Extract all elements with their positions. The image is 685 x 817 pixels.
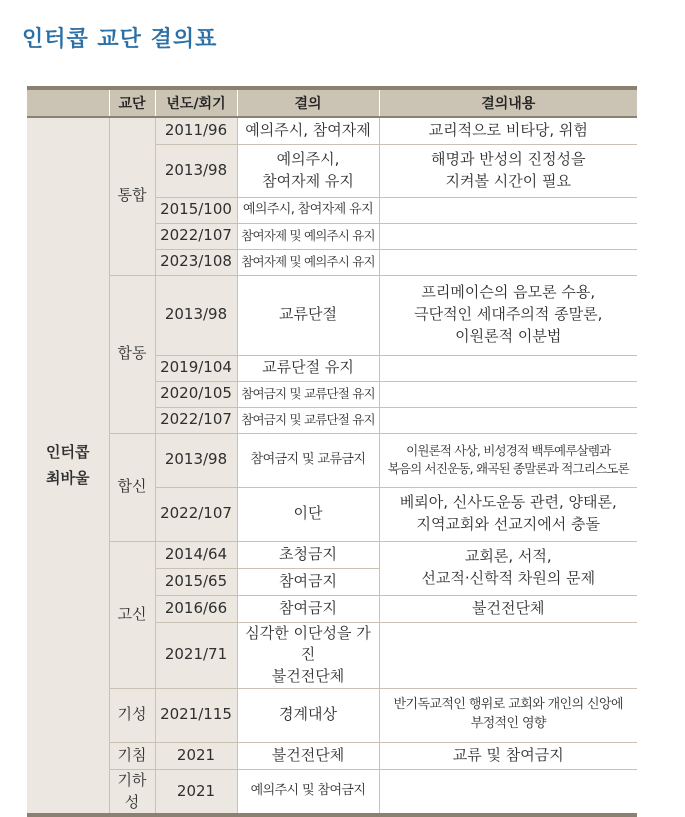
year-cell: 2011/96 [155,117,237,144]
content-cell: 이원론적 사상, 비성경적 백투예루살렘과 복음의 서진운동, 왜곡된 종말론과 적그리스도론 [379,433,637,487]
year-cell: 2019/104 [155,355,237,381]
group-cell [27,117,109,815]
resolution-cell: 참여금지 및 교류금지 [237,433,379,487]
resolution-cell: 경계대상 [237,688,379,742]
page-title: 인터콥 교단 결의표 [22,27,218,52]
content-cell: 교회론, 서적, 선교적·신학적 차원의 문제 [379,541,637,595]
resolution-cell: 교류단절 유지 [237,355,379,381]
content-cell [379,769,637,815]
year-cell: 2016/66 [155,595,237,622]
resolution-cell: 교류단절 [237,275,379,355]
header-cell-year: 년도/회기 [155,88,237,117]
year-cell: 2022/107 [155,223,237,249]
table-row [27,117,637,144]
year-cell: 2022/107 [155,487,237,541]
year-cell: 2015/100 [155,197,237,223]
resolution-cell: 참여금지 [237,568,379,595]
denomination-cell: 기하성 [109,769,155,815]
content-cell: 프리메이슨의 음모론 수용, 극단적인 세대주의적 종말론, 이원론적 이분법 [379,275,637,355]
year-cell: 2013/98 [155,144,237,197]
resolution-cell: 이단 [237,487,379,541]
content-cell [379,407,637,433]
resolution-cell: 예의주시, 참여자제 유지 [237,144,379,197]
header-cell-group [27,88,109,117]
content-cell [379,355,637,381]
year-cell: 2014/64 [155,541,237,568]
year-cell: 2022/107 [155,407,237,433]
denomination-cell: 합동 [109,275,155,433]
content-cell: 불건전단체 [379,595,637,622]
content-cell: 해명과 반성의 진정성을 지켜볼 시간이 필요 [379,144,637,197]
resolution-cell: 불건전단체 [237,742,379,769]
resolution-cell: 예의주시 및 참여금지 [237,769,379,815]
resolution-cell: 예의주시, 참여자제 [237,117,379,144]
year-cell: 2023/108 [155,249,237,275]
year-cell: 2021/71 [155,622,237,688]
content-cell [379,622,637,688]
resolution-cell: 참여금지 및 교류단절 유지 [237,381,379,407]
table-row [27,275,637,355]
resolution-table [27,86,637,817]
resolution-cell: 참여금지 [237,595,379,622]
year-cell: 2013/98 [155,275,237,355]
content-cell: 베뢰아, 신사도운동 관련, 양태론, 지역교회와 선교지에서 충돌 [379,487,637,541]
table-row [27,742,637,769]
resolution-cell: 심각한 이단성을 가진 불건전단체 [237,622,379,688]
content-cell [379,249,637,275]
year-cell: 2015/65 [155,568,237,595]
content-cell: 교리적으로 비타당, 위험 [379,117,637,144]
table-row [27,688,637,742]
header-cell-content: 결의내용 [379,88,637,117]
year-cell: 2021 [155,742,237,769]
denomination-cell: 기침 [109,742,155,769]
denomination-cell: 통합 [109,117,155,275]
resolution-cell: 참여자제 및 예의주시 유지 [237,223,379,249]
year-cell: 2021/115 [155,688,237,742]
group-label: 인터콥 최바울 [46,443,90,487]
table-row [27,433,637,487]
content-cell [379,223,637,249]
resolution-cell: 예의주시, 참여자제 유지 [237,197,379,223]
content-cell [379,381,637,407]
resolution-cell: 초청금지 [237,541,379,568]
content-cell: 교류 및 참여금지 [379,742,637,769]
denomination-cell: 합신 [109,433,155,541]
resolution-cell: 참여자제 및 예의주시 유지 [237,249,379,275]
header-cell-denomination: 교단 [109,88,155,117]
resolution-cell: 참여금지 및 교류단절 유지 [237,407,379,433]
content-cell: 반기독교적인 행위로 교회와 개인의 신앙에 부정적인 영향 [379,688,637,742]
year-cell: 2020/105 [155,381,237,407]
denomination-cell: 고신 [109,541,155,688]
header-cell-resolution: 결의 [237,88,379,117]
content-cell [379,197,637,223]
table-row [27,541,637,568]
header-row [27,88,637,117]
year-cell: 2013/98 [155,433,237,487]
year-cell: 2021 [155,769,237,815]
table-row [27,769,637,815]
denomination-cell: 기성 [109,688,155,742]
